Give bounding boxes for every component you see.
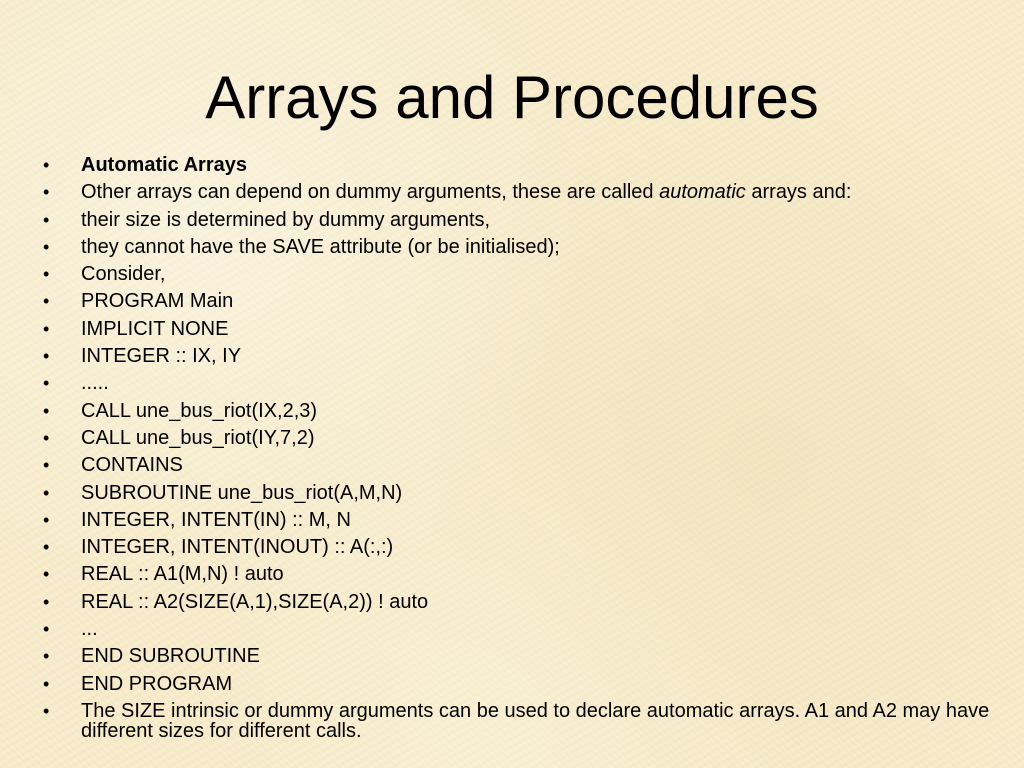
bullet-icon: • <box>43 264 50 285</box>
bullet-icon: • <box>43 564 50 585</box>
bullet-icon: • <box>43 455 50 476</box>
bullet-item <box>40 428 990 448</box>
bullet-item <box>40 155 990 175</box>
bullet-item <box>40 537 990 557</box>
bullet-item <box>40 401 990 421</box>
bullet-text: IMPLICIT NONE <box>81 317 229 340</box>
bullet-item <box>40 373 990 393</box>
bullet-text: Automatic Arrays <box>81 154 247 176</box>
bullet-icon: • <box>43 373 50 394</box>
bullet-icon: • <box>43 482 50 503</box>
bullet-text: CONTAINS <box>81 454 183 477</box>
bullet-text: The SIZE intrinsic or dummy arguments can be used to declare automatic arrays. A1 and A2 may have different sizes for different calls. <box>81 699 990 742</box>
bullet-icon: • <box>43 236 50 257</box>
bullet-text: INTEGER, INTENT(INOUT) :: A(:,:) <box>81 536 394 559</box>
bullet-text: PROGRAM Main <box>81 290 234 313</box>
bullet-item <box>40 264 990 284</box>
bullet-icon: • <box>43 209 50 230</box>
bullet-item <box>40 619 990 639</box>
bullet-item <box>40 483 990 503</box>
bullet-item <box>40 592 990 612</box>
bullet-text: CALL une_bus_riot(IX,2,3) <box>81 399 318 422</box>
bullet-text-before: Other arrays can depend on dummy arguments, these are called <box>81 181 660 204</box>
bullet-list <box>40 155 990 748</box>
bullet-text: REAL :: A1(M,N) ! auto <box>81 563 284 586</box>
bullet-item <box>40 210 990 230</box>
bullet-icon: • <box>43 182 50 203</box>
bullet-text: their size is determined by dummy arguments, <box>81 208 491 231</box>
bullet-text: INTEGER :: IX, IY <box>81 345 242 368</box>
bullet-text: END SUBROUTINE <box>81 645 260 668</box>
bullet-icon: • <box>43 700 50 721</box>
bullet-item <box>40 237 990 257</box>
bullet-icon: • <box>43 346 50 367</box>
bullet-text: REAL :: A2(SIZE(A,1),SIZE(A,2)) ! auto <box>81 590 429 613</box>
bullet-text-emphasis: automatic <box>659 181 746 204</box>
bullet-icon: • <box>43 646 50 667</box>
bullet-icon: • <box>43 427 50 448</box>
bullet-item <box>40 182 990 202</box>
slide-title: Arrays and Procedures <box>205 64 819 131</box>
bullet-item <box>40 701 990 741</box>
bullet-icon: • <box>43 537 50 558</box>
bullet-item <box>40 646 990 666</box>
bullet-icon: • <box>43 619 50 640</box>
bullet-item <box>40 674 990 694</box>
bullet-item <box>40 564 990 584</box>
bullet-icon: • <box>43 291 50 312</box>
bullet-text: ..... <box>81 372 109 395</box>
bullet-item <box>40 510 990 530</box>
bullet-item <box>40 291 990 311</box>
bullet-text <box>81 181 851 203</box>
bullet-item <box>40 455 990 475</box>
bullet-text: INTEGER, INTENT(IN) :: M, N <box>81 508 351 531</box>
bullet-icon: • <box>43 155 50 175</box>
bullet-text: Consider, <box>81 263 166 286</box>
bullet-text: END PROGRAM <box>81 672 233 695</box>
bullet-item <box>40 346 990 366</box>
bullet-text-after: arrays and: <box>745 181 852 204</box>
bullet-text: they cannot have the SAVE attribute (or be initialised); <box>81 235 560 258</box>
bullet-item <box>40 319 990 339</box>
bullet-text: ... <box>81 618 98 641</box>
bullet-text: SUBROUTINE une_bus_riot(A,M,N) <box>81 481 403 504</box>
bullet-icon: • <box>43 318 50 339</box>
bullet-icon: • <box>43 673 50 694</box>
bullet-text: CALL une_bus_riot(IY,7,2) <box>81 426 315 449</box>
bullet-icon: • <box>43 591 50 612</box>
bullet-icon: • <box>43 509 50 530</box>
bullet-icon: • <box>43 400 50 421</box>
